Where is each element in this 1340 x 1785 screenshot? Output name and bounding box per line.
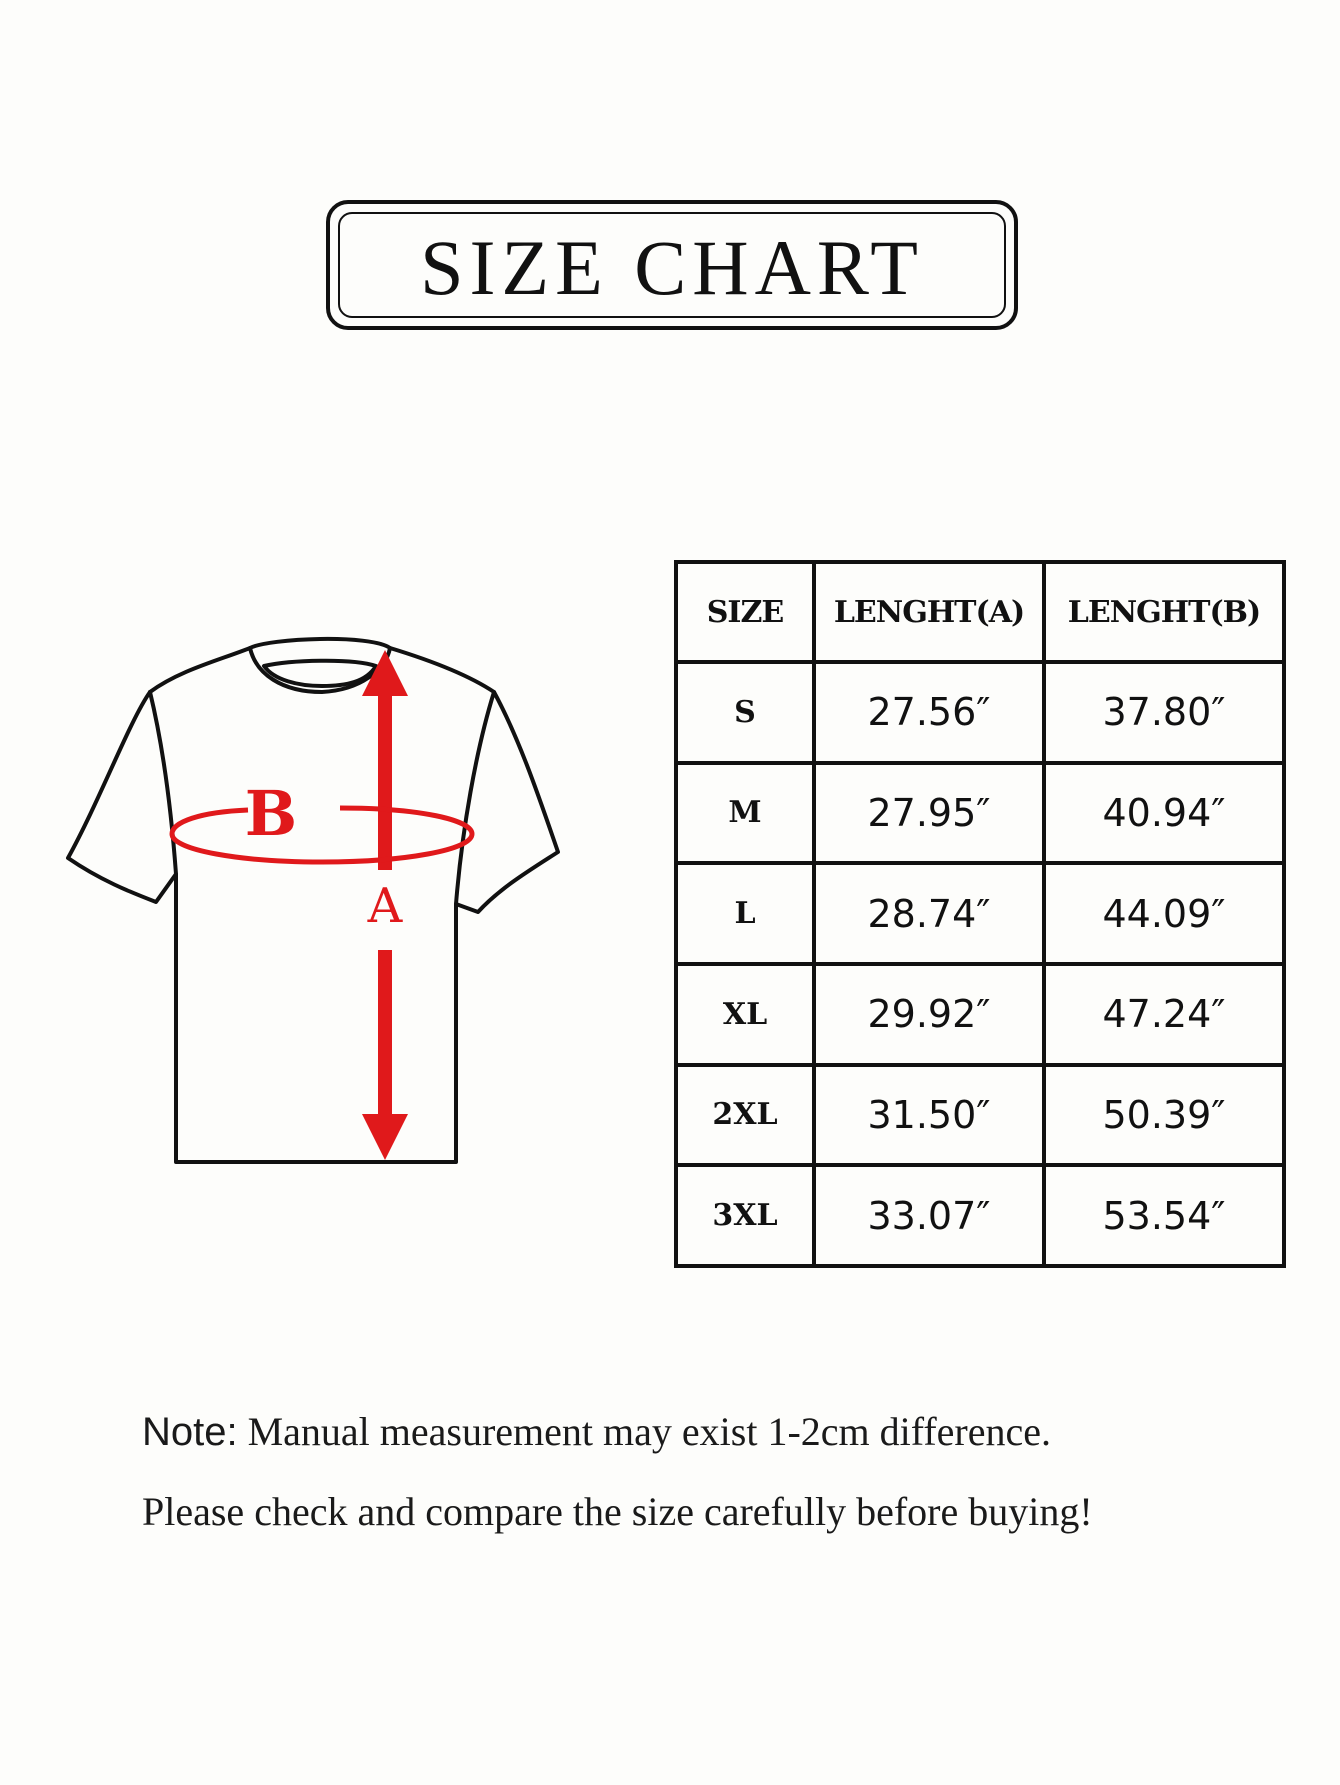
size-cell: S — [676, 662, 814, 763]
page-title: SIZE CHART — [420, 224, 924, 311]
length-a-cell: 28.74″ — [814, 863, 1044, 964]
length-b-cell: 53.54″ — [1044, 1165, 1284, 1266]
table-header-row — [676, 562, 1284, 662]
size-cell: XL — [676, 964, 814, 1065]
tshirt-left-sleeve-seam — [150, 692, 176, 874]
note-text-2: Please check and compare the size carefully before buying! — [142, 1489, 1093, 1534]
note-text-1: Manual measurement may exist 1-2cm difference. — [237, 1409, 1052, 1454]
length-b-ellipse — [172, 808, 472, 862]
size-cell: 3XL — [676, 1165, 814, 1266]
length-a-cell: 27.56″ — [814, 662, 1044, 763]
table-row — [676, 1165, 1284, 1266]
header-size: SIZE — [676, 562, 814, 662]
length-b-cell: 40.94″ — [1044, 763, 1284, 864]
size-cell: L — [676, 863, 814, 964]
table-row — [676, 964, 1284, 1065]
length-a-cell: 33.07″ — [814, 1165, 1044, 1266]
note-line-2 — [142, 1488, 1093, 1535]
title-plaque-inner — [338, 212, 1006, 318]
table-row — [676, 1065, 1284, 1166]
tshirt-diagram — [60, 630, 580, 1190]
table-row — [676, 763, 1284, 864]
tshirt-right-sleeve-seam — [456, 692, 494, 904]
table-row — [676, 863, 1284, 964]
length-a-cell: 31.50″ — [814, 1065, 1044, 1166]
note-label: Note: — [142, 1410, 238, 1454]
length-b-cell: 47.24″ — [1044, 964, 1284, 1065]
size-table — [674, 560, 1286, 1268]
length-a-cell: 27.95″ — [814, 763, 1044, 864]
label-a: A — [367, 878, 403, 934]
length-b-cell: 50.39″ — [1044, 1065, 1284, 1166]
table-row — [676, 662, 1284, 763]
note-line-1 — [142, 1408, 1051, 1455]
length-a-cell: 29.92″ — [814, 964, 1044, 1065]
size-cell: M — [676, 763, 814, 864]
length-b-cell: 44.09″ — [1044, 863, 1284, 964]
header-length-b: LENGHT(B) — [1044, 562, 1284, 662]
title-plaque — [326, 200, 1018, 330]
header-length-a: LENGHT(A) — [814, 562, 1044, 662]
label-b: B — [244, 777, 298, 850]
size-cell: 2XL — [676, 1065, 814, 1166]
length-b-cell: 37.80″ — [1044, 662, 1284, 763]
